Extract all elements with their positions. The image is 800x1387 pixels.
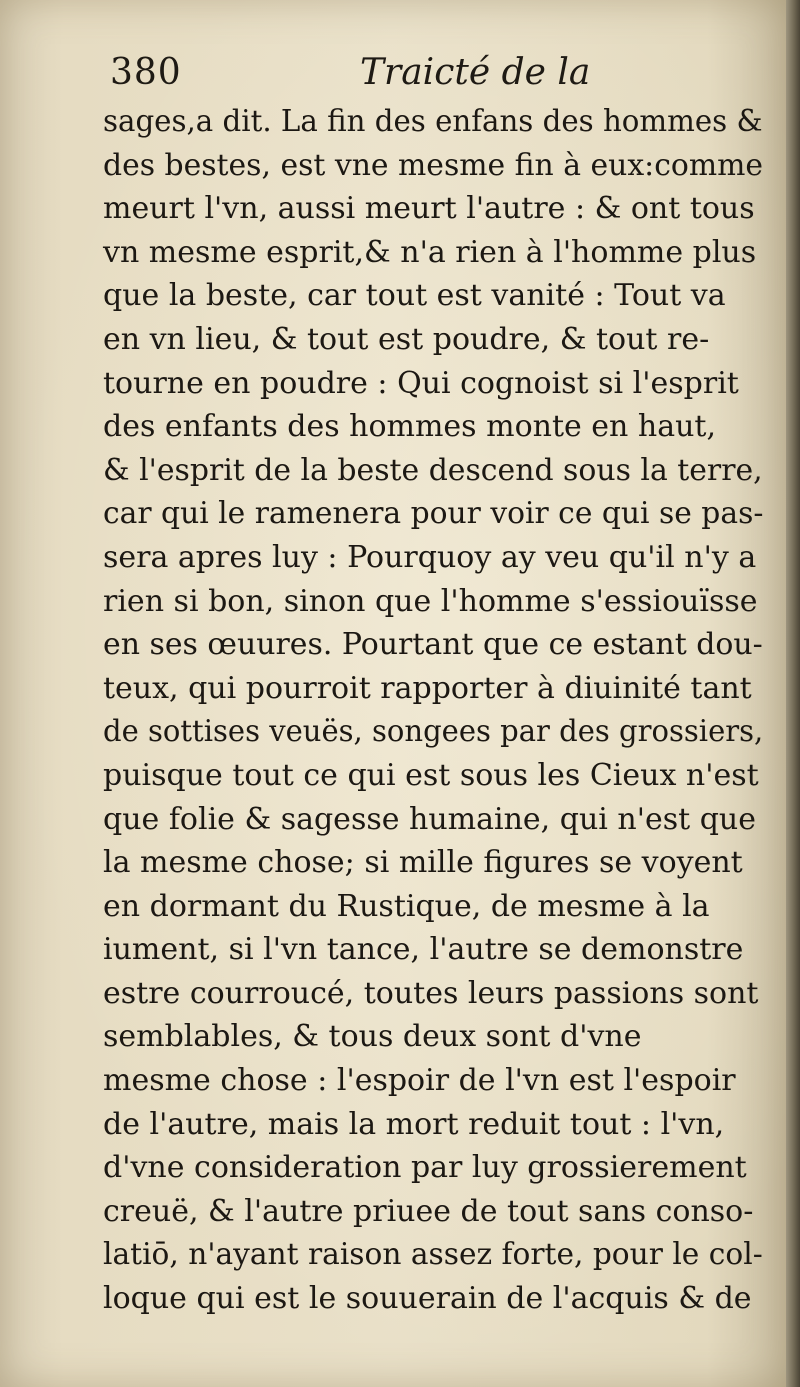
text-line: vn mesme esprit,& n'a rien à l'homme plus xyxy=(103,234,757,270)
page-number: 380 xyxy=(110,52,182,93)
text-line: d'vne consideration par luy grossierement xyxy=(103,1150,747,1186)
text-line: tourne en poudre : Qui cognoist si l'esprit xyxy=(103,365,739,401)
text-line: en vn lieu, & tout est poudre, & tout re- xyxy=(103,321,710,357)
text-line: rien si bon, sinon que l'homme s'essiouïsse xyxy=(103,583,758,619)
text-line: que folie & sagesse humaine, qui n'est que xyxy=(103,801,756,837)
text-line: en dormant du Rustique, de mesme à la xyxy=(103,888,710,924)
text-line: latiō, n'ayant raison assez forte, pour le col- xyxy=(103,1237,763,1273)
text-line: loque qui est le souuerain de l'acquis & de xyxy=(103,1281,752,1317)
text-line: teux, qui pourroit rapporter à diuinité tant xyxy=(103,670,752,706)
text-line: de l'autre, mais la mort reduit tout : l'vn, xyxy=(103,1106,725,1142)
page-header xyxy=(110,52,750,102)
text-line: que la beste, car tout est vanité : Tout va xyxy=(103,278,726,314)
text-line: en ses œuures. Pourtant que ce estant dou- xyxy=(103,627,763,663)
page-edge-shadow xyxy=(786,0,800,1387)
text-line: meurt l'vn, aussi meurt l'autre : & ont tous xyxy=(103,191,755,227)
text-line: iument, si l'vn tance, l'autre se demonstre xyxy=(103,932,744,968)
text-line: mesme chose : l'espoir de l'vn est l'espoir xyxy=(103,1063,736,1099)
text-line: la mesme chose; si mille figures se voyent xyxy=(103,845,743,881)
text-line: puisque tout ce qui est sous les Cieux n'est xyxy=(103,757,759,793)
text-line: des enfants des hommes monte en haut, xyxy=(103,409,717,445)
text-line: semblables, & tous deux sont d'vne xyxy=(103,1019,642,1055)
text-line: & l'esprit de la beste descend sous la terre, xyxy=(103,452,763,488)
text-line: des bestes, est vne mesme fin à eux:comme xyxy=(103,147,764,183)
body-text xyxy=(103,100,763,1321)
text-line: creuë, & l'autre priuee de tout sans conso- xyxy=(103,1193,754,1229)
text-line: sages,a dit. La fin des enfans des hommes & xyxy=(103,104,763,139)
text-line: sera apres luy : Pourquoy ay veu qu'il n'y a xyxy=(103,539,757,575)
text-line: estre courroucé, toutes leurs passions sont xyxy=(103,975,759,1011)
running-title: Traicté de la xyxy=(360,52,591,93)
text-line: de sottises veuës, songees par des grossiers, xyxy=(103,714,764,750)
text-line: car qui le ramenera pour voir ce qui se pas- xyxy=(103,496,764,532)
